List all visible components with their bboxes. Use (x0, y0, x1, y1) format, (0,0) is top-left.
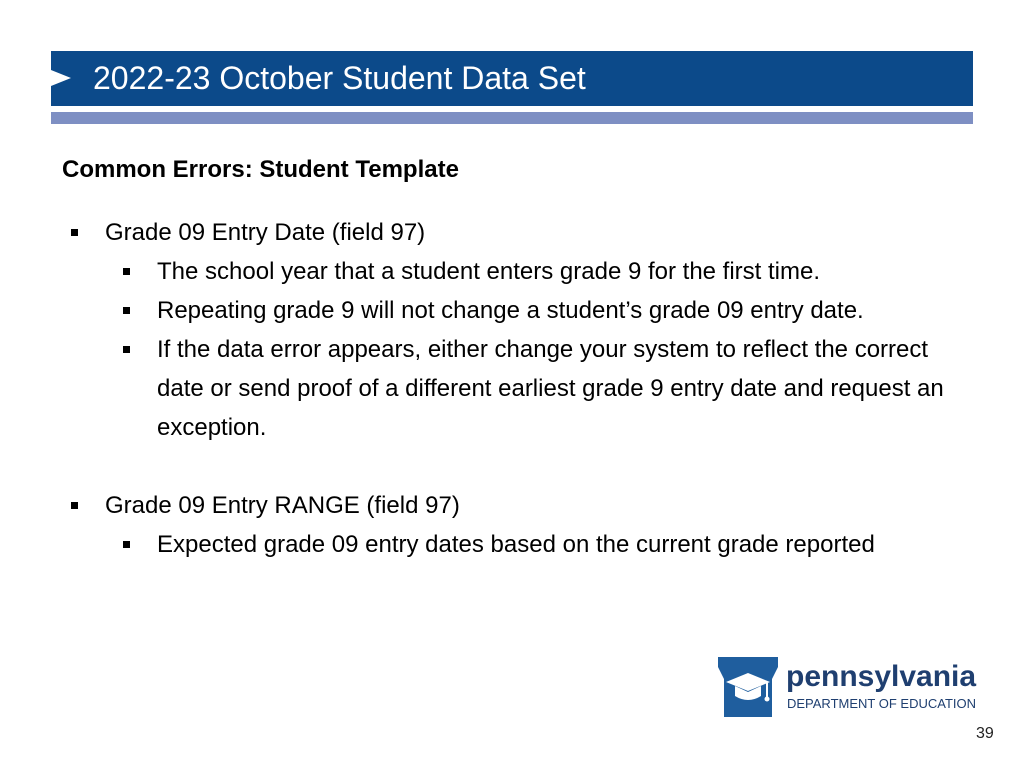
section-heading: Common Errors: Student Template (62, 156, 459, 183)
square-bullet-icon (123, 268, 130, 275)
page-number: 39 (976, 725, 994, 742)
slide-title: 2022-23 October Student Data Set (93, 60, 586, 96)
bullet-list (62, 213, 962, 564)
title-bar (51, 51, 973, 106)
square-bullet-icon (71, 229, 78, 236)
square-bullet-icon (123, 307, 130, 314)
sub-bullet-item (62, 330, 962, 447)
logo-department: DEPARTMENT OF EDUCATION (787, 696, 976, 711)
logo-wordmark: pennsylvania (786, 660, 977, 693)
square-bullet-icon (71, 502, 78, 509)
keystone-graduation-cap-icon (716, 655, 780, 719)
bullet-text: Grade 09 Entry Date (field 97) (105, 219, 426, 246)
title-arrow-icon (51, 70, 71, 86)
sub-bullet-text: If the data error appears, either change your system to reflect the correct date or send proof of a different earliest grade 9 entry date and request an exception. (157, 336, 944, 441)
bullet-text: Grade 09 Entry RANGE (field 97) (105, 492, 460, 519)
pde-logo (716, 655, 978, 719)
bullet-item (62, 213, 962, 252)
sub-bullet-item (62, 525, 962, 564)
list-spacer (62, 447, 962, 486)
square-bullet-icon (123, 346, 130, 353)
header-rule (51, 112, 973, 124)
sub-bullet-text: The school year that a student enters grade 9 for the first time. (157, 258, 821, 285)
sub-bullet-text: Expected grade 09 entry dates based on the current grade reported (157, 531, 875, 558)
bullet-item (62, 486, 962, 525)
sub-bullet-item (62, 291, 962, 330)
sub-bullet-item (62, 252, 962, 291)
sub-bullet-text: Repeating grade 9 will not change a student’s grade 09 entry date. (157, 297, 864, 324)
square-bullet-icon (123, 541, 130, 548)
